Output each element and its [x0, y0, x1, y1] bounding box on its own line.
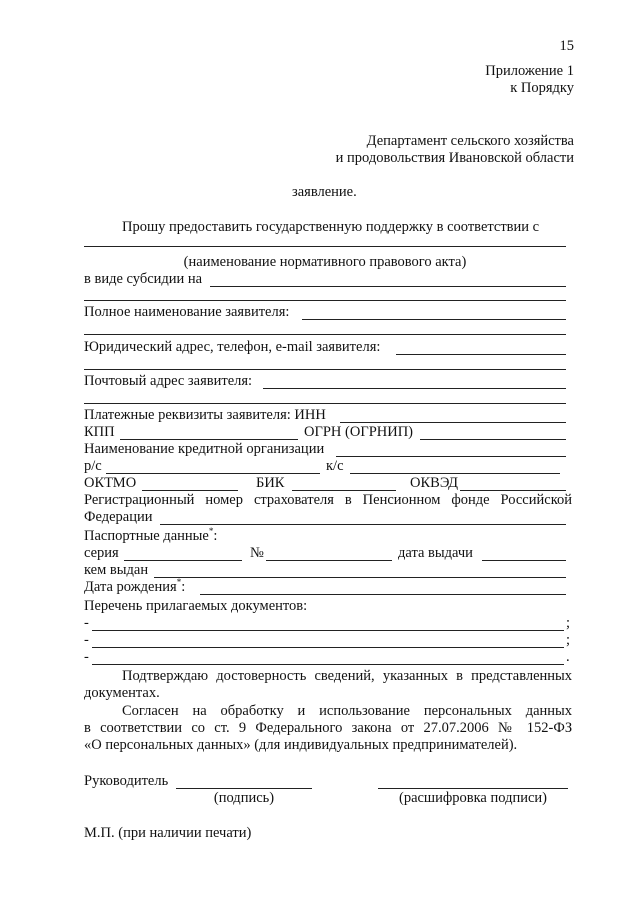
page-number: 15 — [559, 38, 574, 54]
ogrn-label: ОГРН (ОГРНИП) — [304, 424, 414, 440]
issued-by-label: кем выдан — [84, 562, 149, 578]
full-name-field-cont[interactable] — [84, 334, 566, 335]
pension-line2: Федерации — [84, 509, 153, 525]
consent-line1: Согласен на обработку и использование персональных данных — [122, 703, 573, 719]
intro-text: Прошу предоставить государственную поддержку в соответствии с — [122, 219, 540, 235]
ks-field[interactable] — [350, 473, 560, 474]
act-caption: (наименование нормативного правового акта) — [183, 254, 467, 270]
documents-label: Перечень прилагаемых документов: — [84, 598, 308, 614]
signature-decode-caption: (расшифровка подписи) — [398, 790, 548, 806]
pension-number-field[interactable] — [160, 524, 566, 525]
issued-by-field[interactable] — [154, 577, 566, 578]
full-name-label: Полное наименование заявителя: — [84, 304, 290, 320]
doc-item-end: ; — [566, 615, 571, 631]
inn-field[interactable] — [340, 422, 566, 423]
doc-item-dash: - — [84, 615, 89, 631]
doc-item-dash: - — [84, 632, 89, 648]
doc-item-field[interactable] — [92, 647, 564, 648]
doc-item-field[interactable] — [92, 664, 564, 665]
passport-label: Паспортные данные*: — [84, 526, 218, 544]
postal-address-field[interactable] — [263, 388, 566, 389]
head-label: Руководитель — [84, 773, 169, 789]
credit-org-label: Наименование кредитной организации — [84, 441, 325, 457]
confirm-line2: документах. — [84, 685, 160, 701]
issue-date-label: дата выдачи — [398, 545, 473, 561]
birth-date-field[interactable] — [200, 594, 566, 595]
rs-label: р/с — [84, 458, 102, 474]
issue-date-field[interactable] — [482, 560, 566, 561]
signature-decode-field[interactable] — [378, 788, 568, 789]
subsidy-label: в виде субсидии на — [84, 271, 203, 287]
oktmo-label: ОКТМО — [84, 475, 137, 491]
ks-label: к/с — [326, 458, 344, 474]
appendix-line1: Приложение 1 — [485, 63, 574, 79]
addressee-line2: и продовольствия Ивановской области — [335, 150, 574, 166]
subsidy-field[interactable] — [210, 286, 566, 287]
series-field[interactable] — [124, 560, 242, 561]
okved-label: ОКВЭД — [410, 475, 459, 491]
consent-line2: в соответствии со ст. 9 Федерального закона от 27.07.2006 № 152-ФЗ — [84, 720, 573, 736]
credit-org-field[interactable] — [336, 456, 566, 457]
confirm-line1: Подтверждаю достоверность сведений, указанных в представленных — [122, 668, 573, 684]
ogrn-field[interactable] — [420, 439, 566, 440]
act-name-line[interactable] — [84, 246, 566, 247]
postal-address-field-cont[interactable] — [84, 403, 566, 404]
subsidy-field-cont[interactable] — [84, 300, 566, 301]
doc-item-field[interactable] — [92, 630, 564, 631]
number-label: № — [250, 545, 264, 561]
okved-field[interactable] — [460, 490, 566, 491]
signature-field[interactable] — [176, 788, 312, 789]
rs-field[interactable] — [106, 473, 320, 474]
postal-address-label: Почтовый адрес заявителя: — [84, 373, 253, 389]
appendix-line2: к Порядку — [510, 80, 574, 96]
consent-line3: «О персональных данных» (для индивидуальных предпринимателей). — [84, 737, 518, 753]
bik-label: БИК — [256, 475, 285, 491]
pension-line1: Регистрационный номер страхователя в Пенсионном фонде Российской — [84, 492, 573, 508]
series-label: серия — [84, 545, 119, 561]
full-name-field[interactable] — [302, 319, 566, 320]
addressee-line1: Департамент сельского хозяйства — [366, 133, 574, 149]
kpp-label: КПП — [84, 424, 115, 440]
legal-address-label: Юридический адрес, телефон, e-mail заявителя: — [84, 339, 381, 355]
legal-address-field-cont[interactable] — [84, 369, 566, 370]
document-title: заявление. — [292, 184, 357, 200]
legal-address-field[interactable] — [396, 354, 566, 355]
doc-item-end: ; — [566, 632, 571, 648]
doc-item-end: . — [566, 649, 570, 665]
inn-label: Платежные реквизиты заявителя: ИНН — [84, 407, 326, 423]
bik-field[interactable] — [292, 490, 396, 491]
signature-caption: (подпись) — [213, 790, 275, 806]
doc-item-dash: - — [84, 649, 89, 665]
oktmo-field[interactable] — [142, 490, 238, 491]
birth-date-label: Дата рождения*: — [84, 577, 186, 595]
kpp-field[interactable] — [120, 439, 298, 440]
number-field[interactable] — [266, 560, 392, 561]
stamp-note: М.П. (при наличии печати) — [84, 825, 252, 841]
